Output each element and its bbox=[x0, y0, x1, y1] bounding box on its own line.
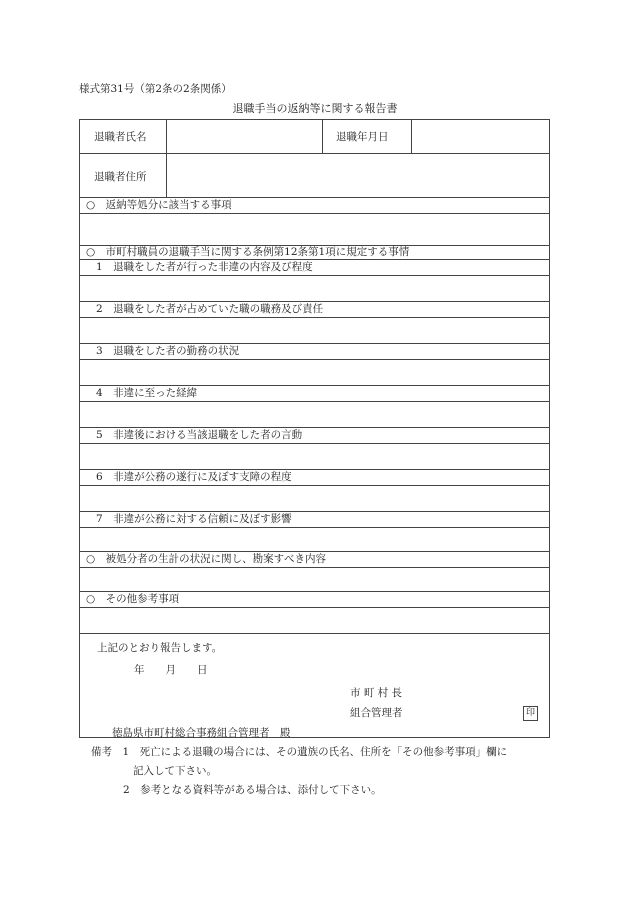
report-date: 年 月 日 bbox=[134, 664, 208, 676]
divider bbox=[80, 607, 549, 608]
addressee: 徳島県市町村総合事務組合管理者 殿 bbox=[112, 727, 291, 739]
document-title: 退職手当の返納等に関する報告書 bbox=[232, 102, 398, 115]
retirement-date-label: 退職年月日 bbox=[336, 131, 389, 143]
divider bbox=[411, 120, 412, 154]
report-form bbox=[79, 119, 550, 738]
divider bbox=[80, 359, 549, 360]
mayor-label: 市 町 村 長 bbox=[350, 687, 403, 699]
note-1-line-1: 備考 1 死亡による退職の場合には、その遺族の氏名、住所を「その他参考事項」欄に bbox=[91, 746, 508, 758]
divider bbox=[166, 120, 167, 154]
section-circumstances-heading: ○ 市町村職員の退職手当に関する条例第12条第1項に規定する事情 bbox=[86, 246, 410, 258]
circumstance-item: 7 非違が公務に対する信頼に及ぼす影響 bbox=[96, 513, 292, 525]
seal-mark: 印 bbox=[523, 706, 538, 721]
divider bbox=[322, 120, 323, 154]
section-other-reference-heading: ○ その他参考事項 bbox=[86, 593, 180, 605]
divider bbox=[166, 153, 167, 198]
note-2: 2 参考となる資料等がある場合は、添付して下さい。 bbox=[123, 784, 382, 796]
circumstance-item: 5 非違後における当該退職をした者の言動 bbox=[96, 429, 303, 441]
notes-block bbox=[91, 743, 507, 800]
retiree-name-label: 退職者氏名 bbox=[94, 131, 147, 143]
divider bbox=[80, 527, 549, 528]
divider bbox=[80, 317, 549, 318]
circumstance-item: 2 退職をした者が占めていた職の職務及び責任 bbox=[96, 303, 324, 315]
notes-label: 備考 bbox=[91, 746, 112, 758]
circumstance-item: 1 退職をした者が行った非違の内容及び程度 bbox=[96, 261, 313, 273]
circumstance-item: 3 退職をした者の勤務の状況 bbox=[96, 345, 240, 357]
divider bbox=[80, 567, 549, 568]
union-manager-label: 組合管理者 bbox=[350, 707, 403, 719]
report-statement: 上記のとおり報告します。 bbox=[97, 642, 223, 654]
divider bbox=[80, 633, 549, 634]
section-livelihood-heading: ○ 被処分者の生計の状況に関し、勘案すべき内容 bbox=[86, 553, 326, 565]
divider bbox=[80, 443, 549, 444]
note-1-line-2: 記入して下さい。 bbox=[133, 765, 217, 777]
divider bbox=[80, 485, 549, 486]
section-repayment-heading: ○ 返納等処分に該当する事項 bbox=[86, 199, 232, 211]
circumstance-item: 4 非違に至った経緯 bbox=[96, 387, 198, 399]
divider bbox=[80, 213, 549, 214]
divider bbox=[80, 275, 549, 276]
divider bbox=[80, 401, 549, 402]
circumstance-item: 6 非違が公務の遂行に及ぼす支障の程度 bbox=[96, 471, 292, 483]
retiree-address-label: 退職者住所 bbox=[94, 171, 147, 183]
form-number: 様式第31号（第2条の2条関係） bbox=[79, 83, 232, 95]
divider bbox=[80, 153, 549, 154]
